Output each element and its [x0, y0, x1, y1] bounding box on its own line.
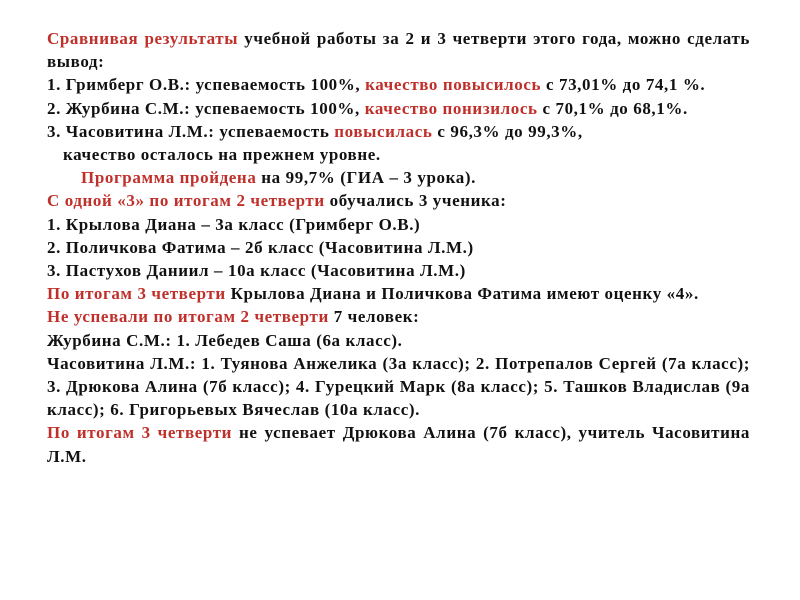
highlight-text: качество понизилось	[364, 98, 538, 118]
paragraph-teacher-3-continued	[47, 143, 750, 166]
highlight-text: Сравнивая результаты	[47, 29, 239, 48]
highlight-text: По итогам 3 четверти	[47, 423, 233, 443]
list-item: 2. Поличкова Фатима – 2б класс (Часовитина Л.М.)	[47, 237, 474, 257]
paragraph-q3-result	[47, 282, 750, 305]
highlight-text: Не успевали по итогам 2 четверти	[47, 307, 329, 327]
body-text: 2. Журбина С.М.: успеваемость 100%,	[47, 98, 365, 118]
body-text: с 96,3% до 99,3%,	[432, 121, 583, 141]
paragraph-teacher-2	[47, 97, 750, 120]
highlight-text: качество повысилось	[365, 75, 542, 95]
paragraph-teacher-3	[47, 120, 750, 143]
paragraph-q3-failing	[47, 421, 750, 467]
body-text: с 70,1% до 68,1%.	[537, 98, 688, 118]
body-text: 7 человек:	[328, 307, 420, 327]
paragraph-chasovitina-list: Часовитина Л.М.: 1. Туянова Анжелика (3а класс); 2. Потрепалов Сергей (7а класс); 3. Дрюкова Алина (7б класс); 4. Гурецкий Марк (8а класс); 5. Ташков Владислав (9а класс); 6. Григорьевых Вячеслав (10а класс).	[47, 353, 750, 420]
highlight-text: С одной «3» по итогам 2 четверти	[47, 191, 325, 211]
paragraph-failing	[47, 305, 750, 328]
body-text: Крылова Диана и Поличкова Фатима имеют оценку «4».	[225, 284, 699, 304]
body-text: на 99,7% (ГИА – 3 урока).	[256, 168, 476, 188]
body-text: с 73,01% до 74,1 %.	[541, 75, 706, 95]
paragraph-zhurbina-list: Журбина С.М.: 1. Лебедев Саша (6а класс).	[47, 330, 403, 350]
paragraph-conclusion-intro	[47, 27, 750, 73]
body-text: 3. Часовитина Л.М.: успеваемость	[47, 121, 335, 141]
paragraph-program	[47, 166, 750, 189]
paragraph-one-three	[47, 189, 750, 212]
body-text: 1. Гримберг О.В.: успеваемость 100%,	[47, 75, 366, 95]
list-item: 1. Крылова Диана – 3а класс (Гримберг О.В.)	[47, 214, 421, 234]
highlight-text: Программа пройдена	[81, 168, 257, 188]
body-text: качество осталось на прежнем уровне.	[63, 145, 381, 165]
body-text: учебной работы за 2 и 3 четверти этого года, можно сделать вывод:	[47, 29, 750, 72]
highlight-text: повысилась	[334, 121, 433, 141]
list-item: 3. Пастухов Даниил – 10а класс (Часовитина Л.М.)	[47, 261, 466, 281]
body-text: обучались 3 ученика:	[324, 191, 507, 211]
body-text: не успевает Дрюкова Алина (7б класс), учитель Часовитина Л.М.	[47, 423, 751, 466]
paragraph-teacher-1	[47, 73, 750, 96]
highlight-text: По итогам 3 четверти	[47, 284, 226, 304]
slide-text-body	[47, 27, 750, 468]
